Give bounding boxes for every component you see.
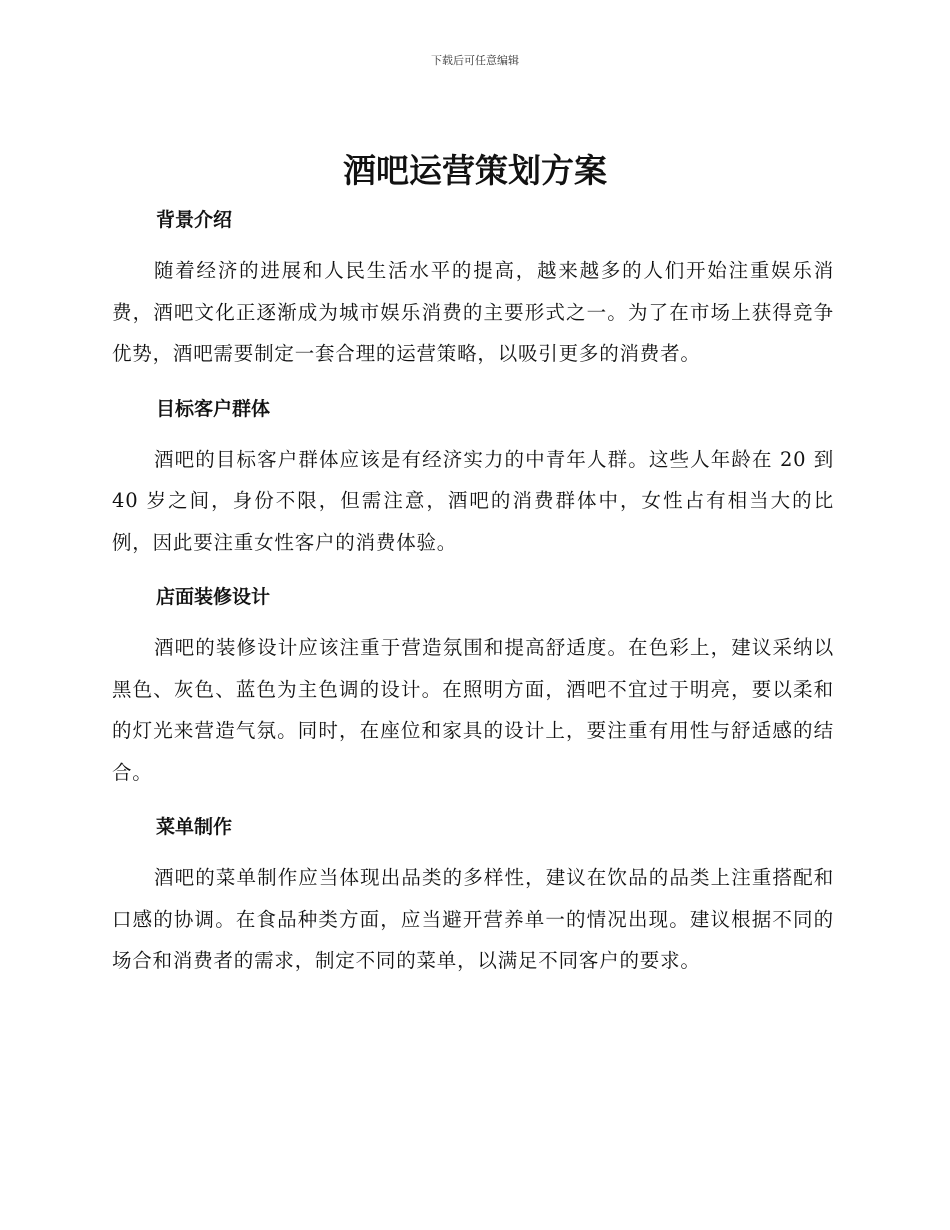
section-paragraph: 酒吧的目标客户群体应该是有经济实力的中青年人群。这些人年龄在 20 到 40 岁之间，身份不限，但需注意，酒吧的消费群体中，女性占有相当大的比例，因此要注重女性客户的消费体验。 xyxy=(112,447,834,554)
section-target-customers xyxy=(112,391,834,564)
section-heading: 背景介绍 xyxy=(156,209,233,231)
document-title: 酒吧运营策划方案 xyxy=(343,151,607,190)
section-background xyxy=(112,202,834,375)
section-heading: 目标客户群体 xyxy=(156,397,271,420)
section-paragraph: 酒吧的菜单制作应当体现出品类的多样性，建议在饮品的品类上注重搭配和口感的协调。在食品种类方面，应当避开营养单一的情况出现。建议根据不同的场合和消费者的需求，制定不同的菜单，以满足不同客户的要求。 xyxy=(112,866,834,972)
section-heading: 店面装修设计 xyxy=(156,586,271,608)
section-heading: 菜单制作 xyxy=(156,816,233,838)
section-paragraph: 酒吧的装修设计应该注重于营造氛围和提高舒适度。在色彩上，建议采纳以黑色、灰色、蓝色为主色调的设计。在照明方面，酒吧不宜过于明亮，要以柔和的灯光来营造气氛。同时，在座位和家具的设计上，要注重有用性与舒适感的结合。 xyxy=(112,636,834,784)
page-header: 下载后可任意编辑 xyxy=(431,54,519,67)
section-menu xyxy=(112,809,834,982)
document-body xyxy=(112,202,834,998)
section-paragraph: 随着经济的进展和人民生活水平的提高，越来越多的人们开始注重娱乐消费，酒吧文化正逐渐成为城市娱乐消费的主要形式之一。为了在市场上获得竞争优势，酒吧需要制定一套合理的运营策略，以吸引更多的消费者。 xyxy=(112,259,834,365)
section-store-design xyxy=(112,579,834,793)
